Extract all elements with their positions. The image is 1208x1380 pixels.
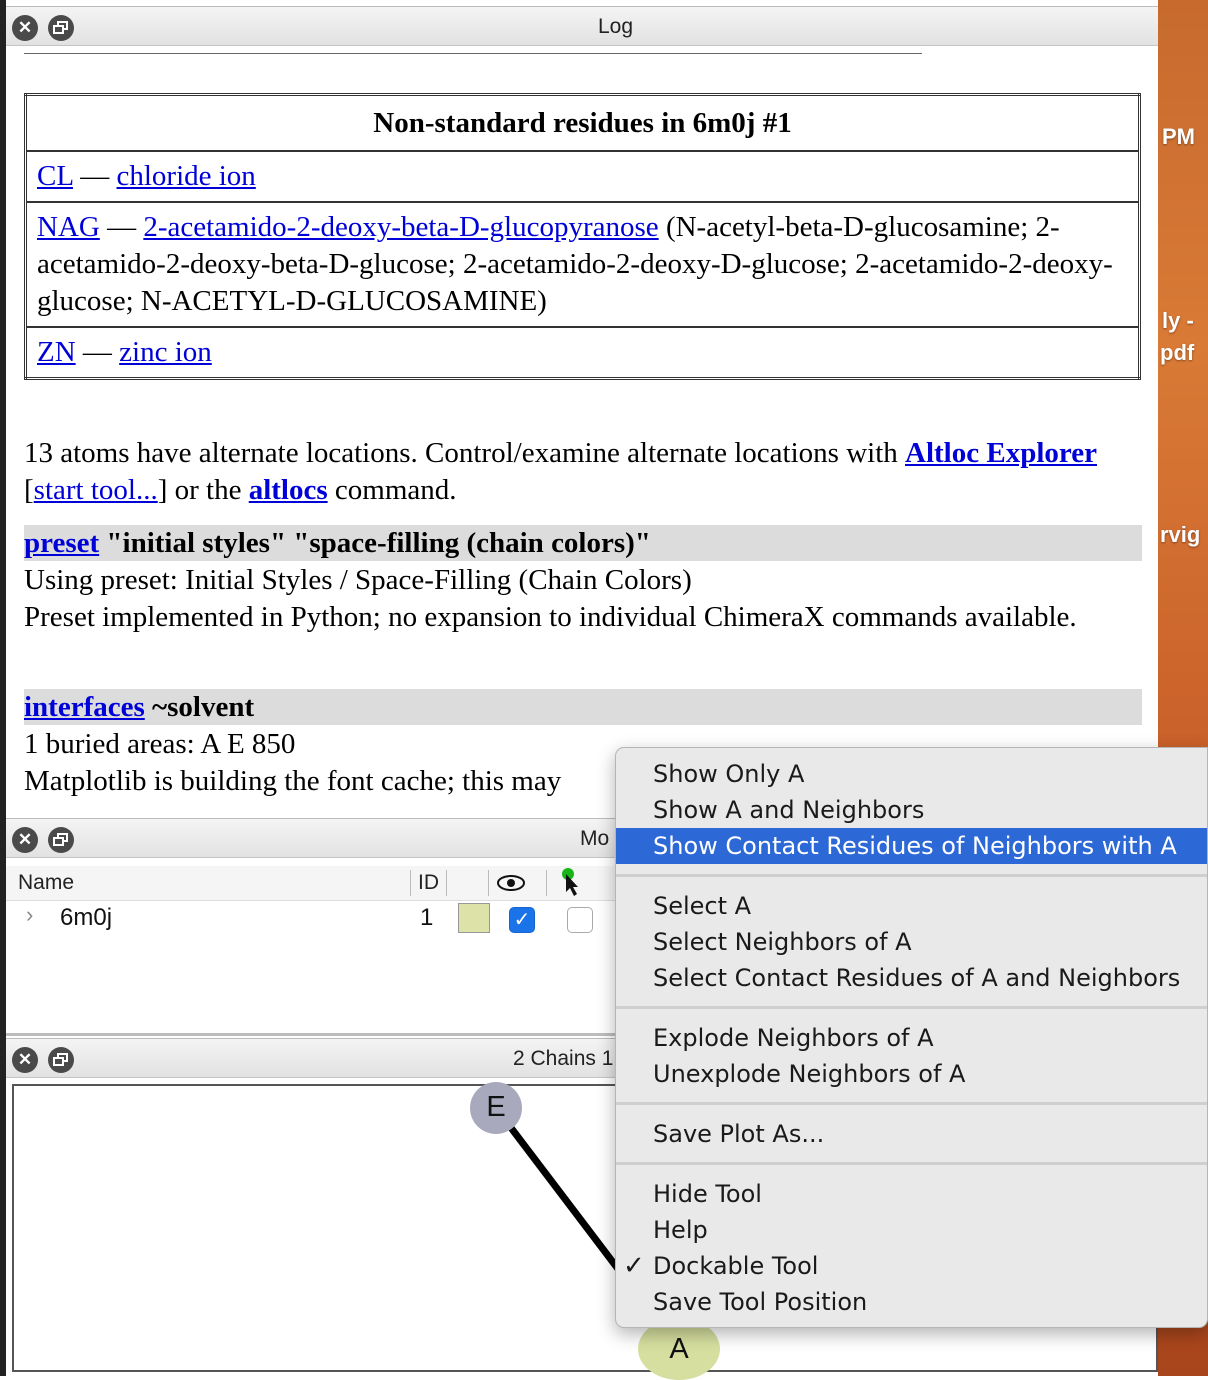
residue-row <box>26 151 1140 202</box>
models-title: Mo <box>580 827 610 850</box>
model-name: 6m0j <box>60 904 113 931</box>
log-divider <box>24 53 922 54</box>
menu-item-unexplode[interactable]: Unexplode Neighbors of A <box>653 1060 966 1088</box>
menu-item-select-contact-residues[interactable]: Select Contact Residues of A and Neighbors <box>653 964 1181 992</box>
menu-separator <box>616 1102 1207 1105</box>
eye-icon[interactable] <box>496 866 526 900</box>
log-line: Matplotlib is building the font cache; this may <box>24 765 562 797</box>
menu-item-select[interactable]: Select A <box>653 892 752 920</box>
altloc-text: command. <box>327 474 457 506</box>
altloc-text: ] or the <box>157 474 249 506</box>
close-icon[interactable]: ✕ <box>12 15 38 41</box>
chain-node-e[interactable]: E <box>470 1082 522 1134</box>
menu-item-show-only[interactable]: Show Only A <box>653 760 805 788</box>
residue-row <box>26 327 1140 379</box>
chevron-right-icon[interactable]: › <box>26 902 34 927</box>
residue-name-link[interactable]: zinc ion <box>119 336 212 368</box>
preset-link[interactable]: preset <box>24 527 100 559</box>
command-args: ~solvent <box>144 691 255 723</box>
altlocs-link[interactable]: altlocs <box>248 474 328 506</box>
residue-name-link[interactable]: 2-acetamido-2-deoxy-beta-D-glucopyranose <box>143 211 659 243</box>
menu-item-save-tool-position[interactable]: Save Tool Position <box>653 1288 868 1316</box>
checkmark-icon: ✓ <box>623 1251 645 1281</box>
column-divider <box>446 870 447 896</box>
residue-name-link[interactable]: chloride ion <box>116 160 256 192</box>
residue-code-link[interactable]: ZN <box>37 336 76 368</box>
close-icon[interactable]: ✕ <box>12 1047 38 1073</box>
menu-item-select-neighbors[interactable]: Select Neighbors of A <box>653 928 912 956</box>
desktop-file-label[interactable]: pdf <box>1160 340 1195 365</box>
select-pointer-icon[interactable] <box>558 866 582 900</box>
menu-item-dockable-tool[interactable] <box>616 1248 1207 1284</box>
residue-table-header: Non-standard residues in 6m0j #1 <box>26 95 1140 152</box>
dash: — <box>99 211 144 243</box>
log-line: Preset implemented in Python; no expansion to individual ChimeraX commands available. <box>24 601 1077 633</box>
log-line: 1 buried areas: A E 850 <box>24 728 296 760</box>
interfaces-link[interactable]: interfaces <box>24 691 145 723</box>
menu-separator <box>616 1162 1207 1165</box>
interfaces-command <box>24 689 1142 725</box>
desktop-clock-fragment: PM <box>1162 124 1195 149</box>
chain-node-a[interactable]: A <box>638 1318 720 1380</box>
menu-separator <box>616 874 1207 877</box>
column-divider <box>488 870 489 896</box>
altloc-text: [ <box>24 474 34 506</box>
close-icon[interactable]: ✕ <box>12 827 38 853</box>
residue-code-link[interactable]: CL <box>37 160 73 192</box>
altloc-explorer-link[interactable]: Altloc Explorer <box>905 437 1097 469</box>
menu-item-hide-tool[interactable]: Hide Tool <box>653 1180 762 1208</box>
column-name[interactable]: Name <box>18 871 75 894</box>
model-color-swatch[interactable] <box>458 903 490 933</box>
desktop-file-label[interactable]: ly - <box>1162 308 1194 333</box>
undock-icon[interactable] <box>48 15 74 41</box>
residue-table <box>24 93 1141 380</box>
menu-item-help[interactable]: Help <box>653 1216 708 1244</box>
residue-synonyms: (N-acetyl-beta-D-glucosamine; 2-acetamido-2-deoxy-beta-D-glucose; 2-acetamido-2-deoxy-D-glucose; 2-acetamido-2-deoxy-glucose; N-ACETYL-D-GLUCOSAMINE) <box>37 211 1113 317</box>
menu-separator <box>616 1006 1207 1009</box>
altloc-text: 13 atoms have alternate locations. Control/examine alternate locations with <box>24 437 906 469</box>
context-menu <box>615 747 1208 1328</box>
undock-icon[interactable] <box>48 827 74 853</box>
command-args: "initial styles" "space-filling (chain colors)" <box>99 527 651 559</box>
log-title: Log <box>598 15 634 38</box>
column-divider <box>410 870 411 896</box>
dash: — <box>72 160 117 192</box>
desktop-file-label[interactable]: rvig <box>1160 522 1201 547</box>
log-titlebar <box>6 6 1158 46</box>
menu-item-show-neighbors[interactable]: Show A and Neighbors <box>653 796 925 824</box>
model-id: 1 <box>420 904 434 931</box>
preset-command <box>24 525 1142 561</box>
undock-icon[interactable] <box>48 1047 74 1073</box>
menu-item-save-plot[interactable]: Save Plot As... <box>653 1120 825 1148</box>
start-tool-link[interactable]: start tool... <box>33 474 158 506</box>
residue-row <box>26 202 1140 327</box>
column-id[interactable]: ID <box>418 871 439 894</box>
menu-item-label: Dockable Tool <box>653 1252 819 1280</box>
log-content <box>24 44 1152 814</box>
menu-item-show-contact-residues[interactable]: Show Contact Residues of Neighbors with A <box>616 828 1207 864</box>
altloc-message <box>24 435 1144 509</box>
log-line: Using preset: Initial Styles / Space-Filling (Chain Colors) <box>24 564 692 596</box>
residue-code-link[interactable]: NAG <box>37 211 100 243</box>
shown-checkbox[interactable]: ✓ <box>509 907 535 933</box>
chains-title: 2 Chains 1 <box>513 1047 614 1070</box>
column-divider <box>546 870 547 896</box>
select-checkbox[interactable] <box>567 907 593 933</box>
menu-item-explode[interactable]: Explode Neighbors of A <box>653 1024 934 1052</box>
dash: — <box>75 336 120 368</box>
